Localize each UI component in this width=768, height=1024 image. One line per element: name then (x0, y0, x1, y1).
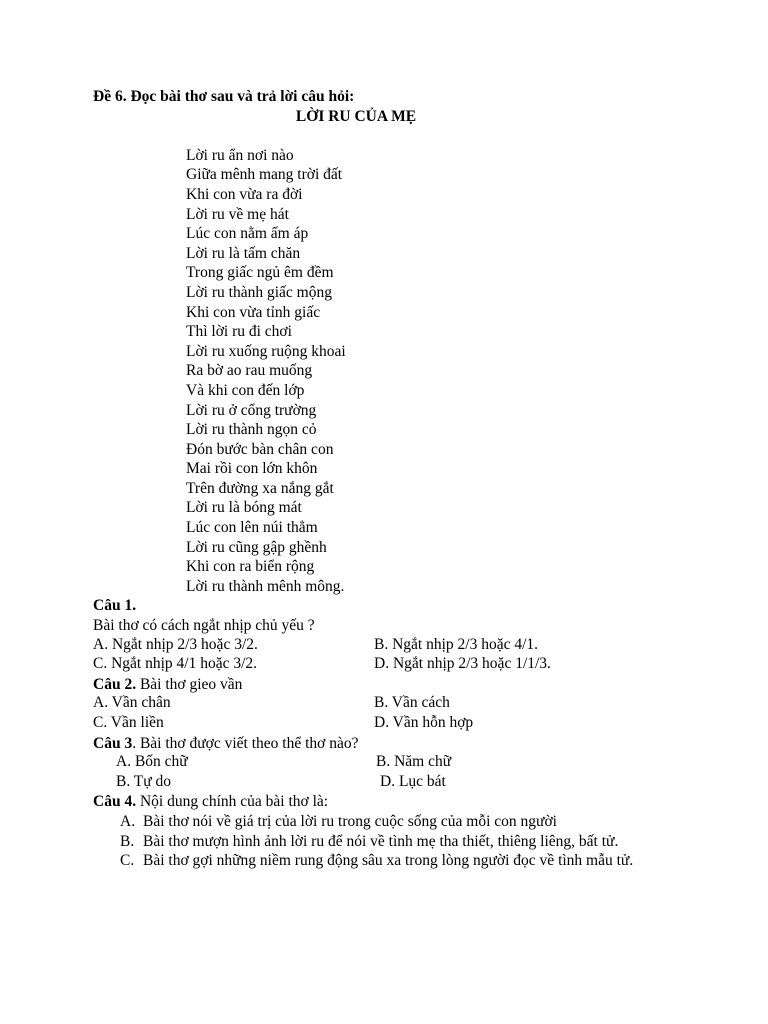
option-c-label: C. (120, 852, 135, 870)
option-b (120, 832, 703, 852)
poem-line: Thì lời ru đi chơi (186, 323, 292, 341)
poem-line: Trong giấc ngủ êm đềm (186, 264, 334, 282)
question-3-text: . Bài thơ được viết theo thể thơ nào? (132, 734, 359, 752)
option-a: A. Vần chân (93, 694, 171, 712)
poem-line: Lời ru về mẹ hát (186, 205, 289, 223)
poem-line: Lời ru thành ngọn cỏ (186, 421, 317, 439)
question-2-options-row-1 (93, 694, 703, 714)
poem-line: Lúc con lên núi thẳm (186, 519, 318, 537)
question-2 (93, 675, 703, 695)
question-3-label: Câu 3 (93, 734, 133, 752)
question-2-label: Câu 2. (93, 675, 137, 693)
question-4-text: Nội dung chính của bài thơ là: (136, 793, 329, 811)
option-a: A. Bốn chữ (116, 753, 188, 771)
option-d: D. Lục bát (380, 772, 446, 790)
poem-line: Lời ru là tấm chăn (186, 244, 301, 262)
question-2-options-row-2 (93, 714, 703, 734)
option-c: C. Vần liền (93, 714, 164, 731)
option-c: C. Ngắt nhịp 4/1 hoặc 3/2. (93, 655, 258, 673)
poem-line: Lời ru là bóng mát (186, 499, 302, 517)
exercise-heading: Đề 6. Đọc bài thơ sau và trả lời câu hỏi: (93, 88, 355, 105)
poem-line: Khi con vừa tỉnh giấc (186, 303, 321, 321)
poem-line: Khi con ra biển rộng (186, 558, 315, 576)
option-d: D. Vần hỗn hợp (374, 714, 474, 731)
poem-line: Và khi con đến lớp (186, 381, 305, 399)
poem-line: Lúc con nằm ấm áp (186, 225, 309, 243)
option-a: A. Ngắt nhịp 2/3 hoặc 3/2. (93, 635, 258, 653)
question-3-options-row-1 (93, 753, 703, 773)
option-b-text: Bài thơ mượn hình ảnh lời ru để nói về tình mẹ tha thiết, thiêng liêng, bất tử. (143, 832, 619, 850)
option-b: B. Ngắt nhịp 2/3 hoặc 4/1. (374, 635, 539, 653)
question-4 (93, 792, 703, 812)
poem-line: Lời ru xuống ruộng khoai (186, 342, 346, 360)
question-4-options (93, 812, 703, 871)
option-c-text: Bài thơ gợi những niềm rung động sâu xa trong lòng người đọc về tình mẫu tử. (143, 852, 634, 870)
question-3-options-row-2 (93, 773, 703, 793)
option-a-label: A. (120, 812, 136, 830)
question-4-label: Câu 4. (93, 793, 137, 811)
option-b-label: B. (120, 832, 135, 850)
poem-line: Lời ru ẩn nơi nào (186, 146, 294, 164)
option-c: B. Tự do (116, 772, 172, 790)
option-d: D. Ngắt nhịp 2/3 hoặc 1/1/3. (374, 655, 551, 673)
poem-line: Mai rồi con lớn khôn (186, 460, 318, 478)
question-2-text: Bài thơ gieo vần (136, 675, 243, 693)
poem-line: Khi con vừa ra đời (186, 185, 303, 203)
poem-line: Lời ru thành giấc mộng (186, 283, 332, 301)
option-c (120, 851, 703, 871)
poem-line: Ra bờ ao rau muống (186, 362, 313, 380)
question-1-label: Câu 1. (93, 597, 137, 615)
question-3 (93, 734, 703, 754)
option-a-text: Bài thơ nói về giá trị của lời ru trong cuộc sống của mỗi con người (143, 812, 557, 830)
poem-line: Trên đường xa nắng gắt (186, 479, 334, 497)
poem-line: Giữa mênh mang trời đất (186, 166, 343, 184)
question-1-options-row-2 (93, 655, 703, 675)
document-page (93, 87, 703, 871)
question-1-options-row-1 (93, 636, 703, 656)
question-1-text: Bài thơ có cách ngắt nhịp chủ yếu ? (93, 617, 315, 635)
option-b: B. Năm chữ (376, 753, 452, 771)
poem-line: Lời ru ở cổng trường (186, 401, 317, 419)
option-b: B. Vần cách (374, 694, 450, 712)
poem-line: Đón bước bàn chân con (186, 440, 334, 458)
option-a (120, 812, 703, 832)
question-1 (93, 596, 703, 616)
poem-line: Lời ru cũng gập ghềnh (186, 538, 327, 556)
blank-line (93, 126, 703, 146)
poem-title: LỜI RU CỦA MẸ (295, 107, 417, 125)
poem-body (93, 146, 703, 597)
poem-line: Lời ru thành mênh mông. (186, 577, 345, 595)
